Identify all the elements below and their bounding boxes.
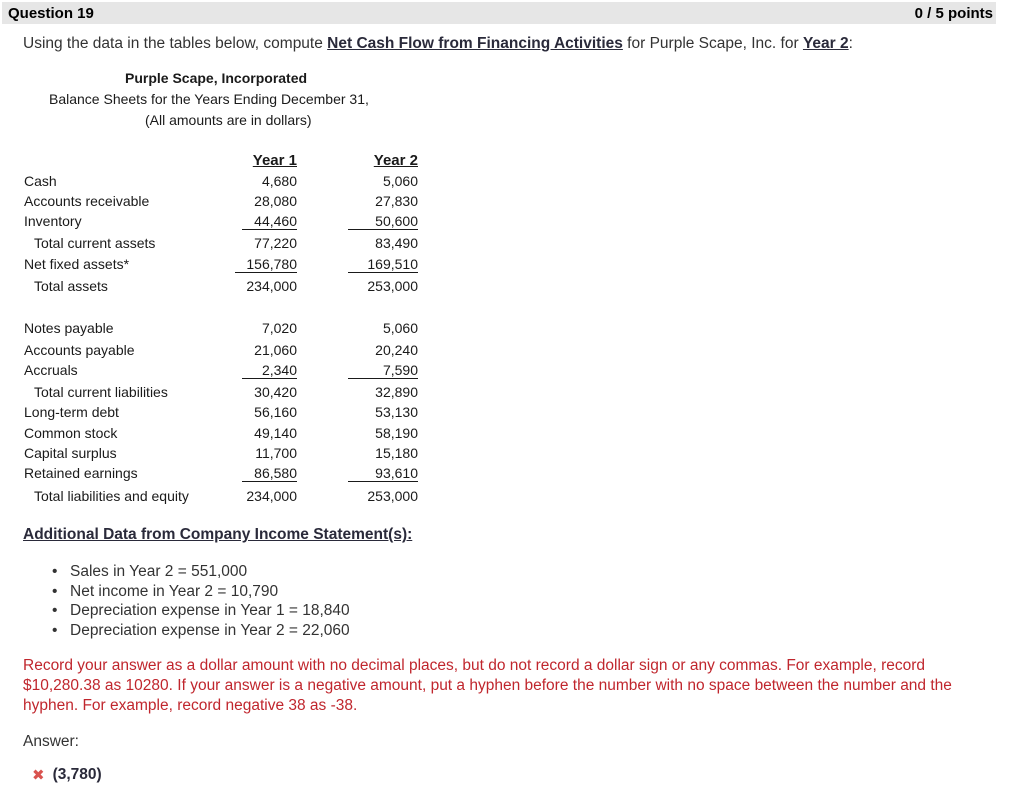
cell-year1: 234,000 <box>246 488 297 504</box>
cell-year1: 11,700 <box>255 445 297 461</box>
list-item: • Net income in Year 2 = 10,790 <box>52 582 350 602</box>
company-name: Purple Scape, Incorporated <box>125 70 308 86</box>
col-header-year1: Year 1 <box>252 152 297 169</box>
question-points: 0 / 5 points <box>914 4 993 22</box>
prompt-emphasis-financing: Net Cash Flow from Financing Activities <box>327 35 623 52</box>
cell-year2: 58,190 <box>375 425 418 441</box>
cell-year2: 5,060 <box>382 173 418 189</box>
row-label: Long-term debt <box>24 404 119 420</box>
cell-year1: 30,420 <box>254 384 297 400</box>
cell-year2: 20,240 <box>375 342 418 358</box>
cell-year2: 93,610 <box>348 465 418 482</box>
row-label: Capital surplus <box>24 445 117 461</box>
prompt-text: Using the data in the tables below, compute <box>23 35 328 52</box>
cell-year1: 4,680 <box>261 173 297 189</box>
answer-instructions: Record your answer as a dollar amount with no decimal places, but do not record a dollar sign or any commas. For example, record $10,280.38 as 10280. If your answer is a negative amount, put a hyphen before the number with no space between the number and the hyphen. For example, record negative 38 as -38. <box>23 657 952 714</box>
cell-year2: 253,000 <box>367 488 418 504</box>
row-label: Cash <box>24 173 57 189</box>
cell-year2: 50,600 <box>348 213 418 230</box>
question-header <box>2 2 996 24</box>
row-label: Total assets <box>34 278 108 294</box>
prompt-text: for Purple Scape, Inc. for <box>622 35 803 52</box>
cell-year2: 53,130 <box>375 404 418 420</box>
balance-sheet-subtitle: Balance Sheets for the Years Ending December 31, <box>49 91 369 107</box>
additional-data-list <box>52 562 350 640</box>
cell-year2: 253,000 <box>367 278 418 294</box>
cell-year1: 156,780 <box>235 256 297 273</box>
cell-year1: 77,220 <box>254 235 297 251</box>
row-label: Accounts receivable <box>24 193 150 209</box>
row-label: Total current assets <box>34 235 156 251</box>
col-header-year2: Year 2 <box>373 152 418 169</box>
row-label: Common stock <box>24 425 118 441</box>
answer-value: (3,780) <box>52 766 102 783</box>
cell-year2: 15,180 <box>375 445 418 461</box>
cell-year1: 56,160 <box>254 404 297 420</box>
incorrect-x-icon: ✖ <box>32 767 45 784</box>
balance-sheet-units: (All amounts are in dollars) <box>145 112 312 128</box>
list-item: • Sales in Year 2 = 551,000 <box>52 562 350 582</box>
row-label: Total liabilities and equity <box>34 488 189 504</box>
question-title: Question 19 <box>8 4 94 22</box>
cell-year2: 169,510 <box>348 256 418 273</box>
cell-year1: 234,000 <box>246 278 297 294</box>
cell-year1: 7,020 <box>261 320 297 336</box>
cell-year1: 2,340 <box>242 362 297 379</box>
additional-data-title: Additional Data from Company Income Statement(s): <box>23 526 413 543</box>
cell-year2: 32,890 <box>375 384 418 400</box>
row-label: Inventory <box>24 213 82 229</box>
prompt-text: : <box>848 35 853 52</box>
row-label: Notes payable <box>24 320 114 336</box>
prompt-emphasis-year: Year 2 <box>802 35 849 52</box>
cell-year2: 5,060 <box>382 320 418 336</box>
list-item: • Depreciation expense in Year 2 = 22,060 <box>52 621 350 641</box>
row-label: Total current liabilities <box>34 384 168 400</box>
row-label: Net fixed assets* <box>24 256 130 272</box>
cell-year1: 21,060 <box>254 342 297 358</box>
cell-year1: 44,460 <box>242 213 297 230</box>
row-label: Retained earnings <box>24 465 138 481</box>
cell-year2: 7,590 <box>348 362 418 379</box>
cell-year2: 83,490 <box>375 235 418 251</box>
row-label: Accounts payable <box>24 342 135 358</box>
cell-year1: 86,580 <box>242 465 297 482</box>
row-label: Accruals <box>24 362 78 378</box>
question-prompt <box>23 35 853 53</box>
answer-label: Answer: <box>23 733 79 750</box>
cell-year1: 28,080 <box>254 193 297 209</box>
list-item: • Depreciation expense in Year 1 = 18,840 <box>52 601 350 621</box>
cell-year2: 27,830 <box>375 193 418 209</box>
submitted-answer <box>32 766 102 784</box>
cell-year1: 49,140 <box>254 425 297 441</box>
